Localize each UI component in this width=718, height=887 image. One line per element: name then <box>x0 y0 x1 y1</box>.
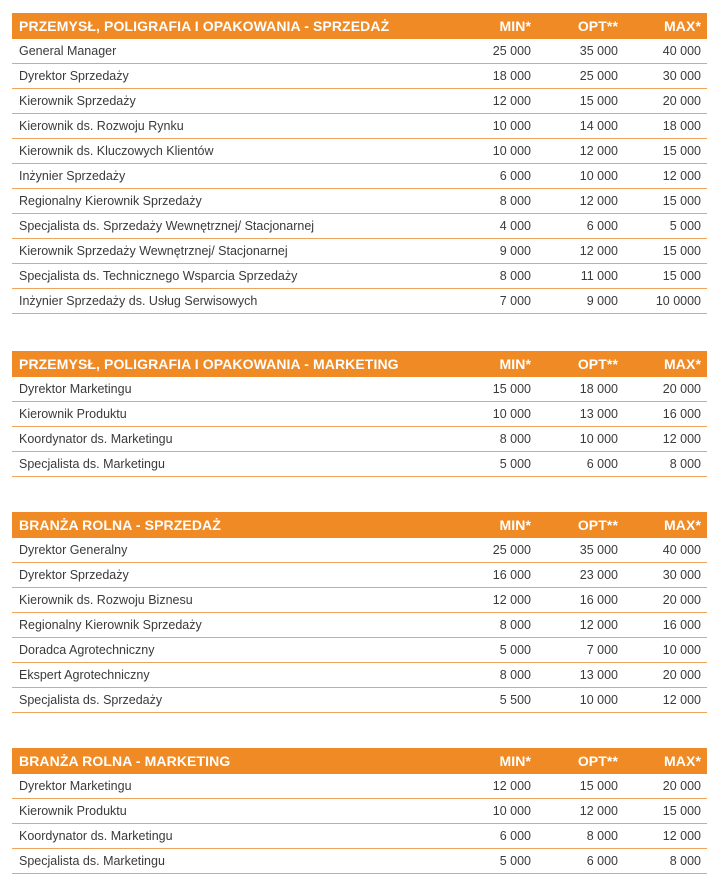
salary-min: 15 000 <box>492 382 531 396</box>
salary-max: 18 000 <box>662 119 701 133</box>
position-name: Kierownik Sprzedaży Wewnętrznej/ Stacjonarnej <box>19 244 288 258</box>
salary-max: 8 000 <box>669 854 701 868</box>
salary-min: 8 000 <box>499 668 531 682</box>
salary-min: 9 000 <box>499 244 531 258</box>
position-name: Specjalista ds. Marketingu <box>19 854 165 868</box>
salary-opt: 6 000 <box>586 854 618 868</box>
position-name: Regionalny Kierownik Sprzedaży <box>19 618 202 632</box>
position-name: Regionalny Kierownik Sprzedaży <box>19 194 202 208</box>
salary-opt: 12 000 <box>579 804 618 818</box>
column-header-opt: OPT** <box>577 753 618 769</box>
salary-min: 16 000 <box>492 568 531 582</box>
salary-opt: 10 000 <box>579 432 618 446</box>
salary-min: 5 500 <box>499 693 531 707</box>
table-title: PRZEMYSŁ, POLIGRAFIA I OPAKOWANIA - SPRZEDAŻ <box>19 18 390 34</box>
salary-table-rolna-marketing <box>12 748 707 874</box>
table-row <box>12 588 707 613</box>
salary-min: 8 000 <box>499 618 531 632</box>
table-row <box>12 189 707 214</box>
salary-max: 15 000 <box>662 804 701 818</box>
salary-opt: 12 000 <box>579 194 618 208</box>
column-header-max: MAX* <box>664 18 701 34</box>
table-row <box>12 427 707 452</box>
table-title: PRZEMYSŁ, POLIGRAFIA I OPAKOWANIA - MARKETING <box>19 356 399 372</box>
table-header <box>12 512 707 538</box>
salary-max: 40 000 <box>662 543 701 557</box>
position-name: Dyrektor Sprzedaży <box>19 568 129 582</box>
salary-opt: 10 000 <box>579 693 618 707</box>
position-name: Dyrektor Generalny <box>19 543 128 557</box>
salary-min: 12 000 <box>492 779 531 793</box>
column-header-min: MIN* <box>499 356 531 372</box>
position-name: Kierownik ds. Rozwoju Rynku <box>19 119 184 133</box>
salary-max: 20 000 <box>662 779 701 793</box>
column-header-max: MAX* <box>664 356 701 372</box>
table-row <box>12 377 707 402</box>
table-row <box>12 663 707 688</box>
table-title: BRANŻA ROLNA - SPRZEDAŻ <box>19 517 221 533</box>
position-name: General Manager <box>19 44 117 58</box>
table-row <box>12 638 707 663</box>
salary-min: 10 000 <box>492 144 531 158</box>
table-row <box>12 114 707 139</box>
table-row <box>12 289 707 314</box>
salary-opt: 15 000 <box>579 779 618 793</box>
salary-opt: 12 000 <box>579 144 618 158</box>
salary-min: 10 000 <box>492 119 531 133</box>
salary-opt: 8 000 <box>586 829 618 843</box>
salary-max: 15 000 <box>662 269 701 283</box>
table-row <box>12 799 707 824</box>
column-header-min: MIN* <box>499 517 531 533</box>
salary-opt: 6 000 <box>586 457 618 471</box>
table-row <box>12 688 707 713</box>
salary-opt: 12 000 <box>579 618 618 632</box>
column-header-min: MIN* <box>499 18 531 34</box>
column-header-opt: OPT** <box>577 517 618 533</box>
salary-min: 6 000 <box>499 829 531 843</box>
position-name: Specjalista ds. Technicznego Wsparcia Sprzedaży <box>19 269 298 283</box>
position-name: Specjalista ds. Sprzedaży <box>19 693 163 707</box>
position-name: Kierownik Produktu <box>19 407 127 421</box>
salary-min: 5 000 <box>499 643 531 657</box>
position-name: Kierownik ds. Kluczowych Klientów <box>19 144 214 158</box>
salary-max: 20 000 <box>662 668 701 682</box>
position-name: Kierownik Sprzedaży <box>19 94 136 108</box>
salary-max: 20 000 <box>662 94 701 108</box>
salary-opt: 12 000 <box>579 244 618 258</box>
table-row <box>12 402 707 427</box>
position-name: Dyrektor Sprzedaży <box>19 69 129 83</box>
table-row <box>12 563 707 588</box>
salary-max: 16 000 <box>662 618 701 632</box>
salary-opt: 10 000 <box>579 169 618 183</box>
column-header-min: MIN* <box>499 753 531 769</box>
salary-opt: 23 000 <box>579 568 618 582</box>
position-name: Koordynator ds. Marketingu <box>19 432 173 446</box>
position-name: Ekspert Agrotechniczny <box>19 668 150 682</box>
salary-opt: 35 000 <box>579 44 618 58</box>
column-header-opt: OPT** <box>577 356 618 372</box>
salary-opt: 35 000 <box>579 543 618 557</box>
table-row <box>12 824 707 849</box>
position-name: Dyrektor Marketingu <box>19 779 132 793</box>
table-row <box>12 239 707 264</box>
salary-max: 5 000 <box>669 219 701 233</box>
salary-max: 15 000 <box>662 194 701 208</box>
table-row <box>12 538 707 563</box>
column-header-max: MAX* <box>664 517 701 533</box>
salary-opt: 13 000 <box>579 668 618 682</box>
table-row <box>12 139 707 164</box>
salary-table-rolna-sprzedaz <box>12 512 707 713</box>
salary-min: 5 000 <box>499 457 531 471</box>
salary-max: 8 000 <box>669 457 701 471</box>
table-row <box>12 214 707 239</box>
salary-max: 12 000 <box>662 432 701 446</box>
salary-opt: 9 000 <box>586 294 618 308</box>
salary-opt: 6 000 <box>586 219 618 233</box>
salary-max: 15 000 <box>662 244 701 258</box>
table-row <box>12 64 707 89</box>
salary-min: 8 000 <box>499 194 531 208</box>
table-header <box>12 748 707 774</box>
salary-max: 30 000 <box>662 568 701 582</box>
salary-opt: 7 000 <box>586 643 618 657</box>
salary-max: 20 000 <box>662 593 701 607</box>
salary-min: 25 000 <box>492 543 531 557</box>
salary-min: 12 000 <box>492 593 531 607</box>
salary-opt: 11 000 <box>580 269 618 283</box>
table-header <box>12 13 707 39</box>
salary-max: 10 0000 <box>655 294 701 308</box>
salary-opt: 16 000 <box>579 593 618 607</box>
salary-min: 18 000 <box>492 69 531 83</box>
table-header <box>12 351 707 377</box>
table-row <box>12 89 707 114</box>
salary-min: 10 000 <box>492 407 531 421</box>
position-name: Kierownik ds. Rozwoju Biznesu <box>19 593 193 607</box>
salary-min: 6 000 <box>499 169 531 183</box>
table-title: BRANŻA ROLNA - MARKETING <box>19 753 231 769</box>
salary-min: 10 000 <box>492 804 531 818</box>
salary-max: 30 000 <box>662 69 701 83</box>
table-row <box>12 264 707 289</box>
position-name: Koordynator ds. Marketingu <box>19 829 173 843</box>
salary-opt: 25 000 <box>579 69 618 83</box>
position-name: Doradca Agrotechniczny <box>19 643 155 657</box>
salary-table-przemysl-sprzedaz <box>12 13 707 314</box>
salary-table-przemysl-marketing <box>12 351 707 477</box>
salary-min: 5 000 <box>499 854 531 868</box>
salary-max: 16 000 <box>662 407 701 421</box>
salary-opt: 14 000 <box>579 119 618 133</box>
position-name: Specjalista ds. Sprzedaży Wewnętrznej/ Stacjonarnej <box>19 219 315 233</box>
salary-opt: 15 000 <box>579 94 618 108</box>
salary-max: 12 000 <box>662 693 701 707</box>
position-name: Inżynier Sprzedaży <box>19 169 126 183</box>
column-header-max: MAX* <box>664 753 701 769</box>
salary-max: 15 000 <box>662 144 701 158</box>
table-row <box>12 39 707 64</box>
salary-max: 12 000 <box>662 829 701 843</box>
salary-min: 8 000 <box>499 269 531 283</box>
table-row <box>12 452 707 477</box>
table-row <box>12 164 707 189</box>
position-name: Specjalista ds. Marketingu <box>19 457 165 471</box>
salary-min: 7 000 <box>499 294 531 308</box>
salary-max: 12 000 <box>662 169 701 183</box>
position-name: Inżynier Sprzedaży ds. Usług Serwisowych <box>19 294 258 308</box>
position-name: Dyrektor Marketingu <box>19 382 132 396</box>
salary-min: 25 000 <box>492 44 531 58</box>
salary-max: 10 000 <box>662 643 701 657</box>
salary-max: 40 000 <box>662 44 701 58</box>
table-row <box>12 774 707 799</box>
salary-opt: 18 000 <box>579 382 618 396</box>
position-name: Kierownik Produktu <box>19 804 127 818</box>
table-row <box>12 613 707 638</box>
salary-min: 12 000 <box>492 94 531 108</box>
salary-max: 20 000 <box>662 382 701 396</box>
salary-min: 4 000 <box>499 219 531 233</box>
salary-opt: 13 000 <box>579 407 618 421</box>
table-row <box>12 849 707 874</box>
column-header-opt: OPT** <box>577 18 618 34</box>
salary-min: 8 000 <box>499 432 531 446</box>
